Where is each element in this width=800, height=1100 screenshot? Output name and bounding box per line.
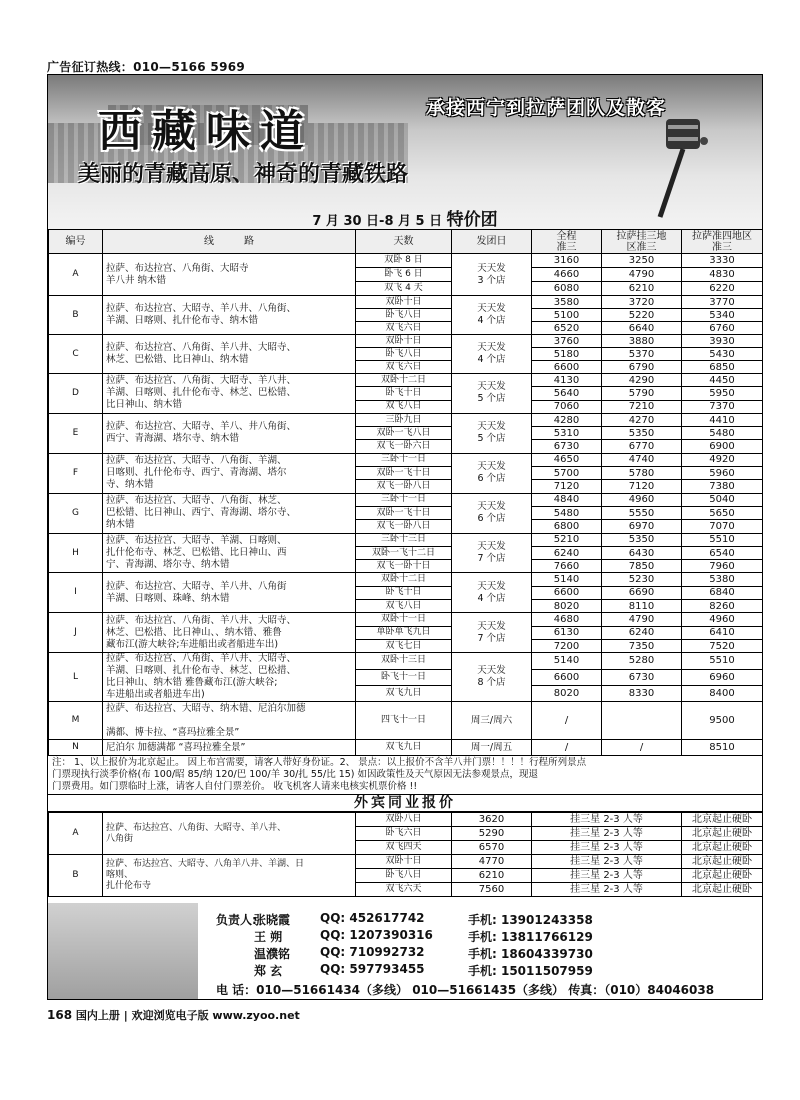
tour-days: 卧飞六日 xyxy=(356,827,452,841)
route-description: 拉萨、布达拉宫、大昭寺、八角街、林芝、 巴松错、比日神山、西宁、青海湖、塔尔寺、 纳木错 xyxy=(103,493,356,533)
phone-fax-line: 电 话：010—51661434（多线） 010—51661435（多线） 传真：（010）84046038 xyxy=(216,983,715,997)
price-cell: 7370 xyxy=(682,400,763,413)
column-header: 拉萨挂三地 区准三 xyxy=(602,230,682,254)
transport-note: 北京起止硬卧 xyxy=(682,869,763,883)
tour-days: 卧飞 6 日 xyxy=(356,268,452,282)
contact-role: 负责人: xyxy=(216,913,257,927)
hotel-standard: 挂三星 2-3 人等 xyxy=(532,855,682,869)
table-row xyxy=(49,254,763,268)
price-cell: 4280 xyxy=(532,413,602,426)
price-cell: 7560 xyxy=(452,883,532,897)
price-cell: 6080 xyxy=(532,282,602,296)
slogan: 承接西宁到拉萨团队及散客 xyxy=(426,97,667,119)
note-line: 注： 1、以上报价为北京起止。 因上布宫需要，请客人带好身份证。2、 景点：以上报价不含羊八井门票！！！！行程所列景点 xyxy=(52,757,587,768)
contact-qq: QQ: 452617742 xyxy=(320,911,425,925)
price-cell: 5550 xyxy=(602,506,682,519)
tour-days: 双卧十二日 xyxy=(356,374,452,387)
price-cell: 6730 xyxy=(602,669,682,685)
promo-line xyxy=(48,205,762,230)
price-cell: 5510 xyxy=(682,533,763,546)
departure-info: 天天发 5 个店 xyxy=(452,374,532,414)
tour-days: 双飞 4 天 xyxy=(356,282,452,296)
price-cell: 6800 xyxy=(532,520,602,533)
departure-info: 天天发 7 个店 xyxy=(452,613,532,653)
price-cell: 6130 xyxy=(532,626,602,639)
price-cell: 5230 xyxy=(602,573,682,586)
price-cell: 4130 xyxy=(532,374,602,387)
price-cell: 4270 xyxy=(602,413,682,426)
price-cell: 5350 xyxy=(602,533,682,546)
price-cell: 4650 xyxy=(532,453,602,466)
tour-days: 双卧 8 日 xyxy=(356,254,452,268)
tour-days: 双飞九日 xyxy=(356,685,452,701)
column-header: 发团日 xyxy=(452,230,532,254)
price-cell: 4770 xyxy=(452,855,532,869)
price-cell: 7520 xyxy=(682,639,763,652)
price-cell: 6600 xyxy=(532,669,602,685)
tour-days: 双飞六日 xyxy=(356,322,452,335)
price-cell: 6210 xyxy=(452,869,532,883)
price-cell xyxy=(602,702,682,740)
departure-info: 天天发 4 个店 xyxy=(452,296,532,335)
price-cell: 6600 xyxy=(532,586,602,599)
foreign-section-title: 外宾同业报价 xyxy=(48,794,762,812)
price-cell: 6760 xyxy=(682,322,763,335)
contact-qq: QQ: 710992732 xyxy=(320,945,425,959)
page-footer xyxy=(47,1007,300,1023)
price-cell: 7120 xyxy=(532,480,602,493)
price-cell: 5480 xyxy=(532,506,602,519)
table-row xyxy=(49,335,763,348)
tour-days: 卧飞八日 xyxy=(356,869,452,883)
price-cell: 6900 xyxy=(682,440,763,453)
contact-name: 温濮铭 xyxy=(254,947,291,961)
hotel-standard: 挂三星 2-3 人等 xyxy=(532,883,682,897)
price-cell: 5960 xyxy=(682,467,763,480)
route-id: L xyxy=(49,653,103,702)
column-header: 拉萨准四地区 准三 xyxy=(682,230,763,254)
price-cell: 5310 xyxy=(532,427,602,440)
price-cell: 7120 xyxy=(602,480,682,493)
departure-info: 周三/周六 xyxy=(452,702,532,740)
table-row xyxy=(49,533,763,546)
price-cell: 7350 xyxy=(602,639,682,652)
price-cell: 9500 xyxy=(682,702,763,740)
tour-days: 三卧十一日 xyxy=(356,493,452,506)
price-cell: 8400 xyxy=(682,685,763,701)
ad-frame xyxy=(47,74,763,1000)
tour-days: 三卧十一日 xyxy=(356,453,452,466)
tour-days: 四飞十一日 xyxy=(356,702,452,740)
table-row xyxy=(49,813,763,827)
price-cell: 5480 xyxy=(682,427,763,440)
tour-days: 双飞六天 xyxy=(356,883,452,897)
route-id: D xyxy=(49,374,103,414)
table-row xyxy=(49,573,763,586)
price-cell: 5950 xyxy=(682,387,763,400)
table-row xyxy=(49,702,763,740)
tour-days: 双卧十二日 xyxy=(356,573,452,586)
transport-note: 北京起止硬卧 xyxy=(682,855,763,869)
departure-info: 天天发 4 个店 xyxy=(452,335,532,374)
price-cell: 5370 xyxy=(602,348,682,361)
contact-qq: QQ: 1207390316 xyxy=(320,928,433,942)
route-description: 拉萨、布达拉宫、八角街、羊八井、大昭寺、 羊湖、日喀则、扎什伦布寺、林芝、巴松措、 比日神山、纳木错 雅鲁藏布江(游大峡谷; 车进船出或者船进车出) xyxy=(103,653,356,702)
price-cell: 6960 xyxy=(682,669,763,685)
price-cell: 7200 xyxy=(532,639,602,652)
tour-days: 双卧八日 xyxy=(356,813,452,827)
route-description: 拉萨、布达拉宫、大昭寺、羊八井、八角街、 羊湖、日喀则、扎什伦布寺、纳木错 xyxy=(103,296,356,335)
tour-days: 卧飞十一日 xyxy=(356,669,452,685)
price-cell: / xyxy=(532,702,602,740)
price-cell: 5510 xyxy=(682,653,763,669)
contact-mobile: 手机: 13901243358 xyxy=(468,913,593,927)
price-cell: 7660 xyxy=(532,560,602,573)
contact-qq: QQ: 597793455 xyxy=(320,962,425,976)
tour-days: 双飞七日 xyxy=(356,639,452,652)
tour-days: 双卧十日 xyxy=(356,335,452,348)
tour-days: 双飞六日 xyxy=(356,361,452,374)
route-id: G xyxy=(49,493,103,533)
transport-note: 北京起止硬卧 xyxy=(682,813,763,827)
price-cell: 6840 xyxy=(682,586,763,599)
route-id: A xyxy=(49,254,103,296)
table-row xyxy=(49,653,763,669)
tour-days: 双飞一卧十日 xyxy=(356,560,452,573)
route-id: E xyxy=(49,413,103,453)
price-cell: 6540 xyxy=(682,546,763,559)
page-number: 168 xyxy=(47,1008,73,1022)
route-description: 拉萨、布达拉宫、大昭寺、纳木错、尼泊尔加德 满都、博卡拉、“喜玛拉雅全景” xyxy=(103,702,356,740)
note-line: 门票现执行淡季价格(布 100/昭 85/纳 120/巴 100/羊 30/扎 55/比 15) 如因政策性及天气原因无法参观景点，现退 xyxy=(52,769,539,780)
route-description: 拉萨、布达拉宫、八角街、大昭寺、羊八井、 八角街 xyxy=(103,813,356,855)
price-cell: 7960 xyxy=(682,560,763,573)
price-cell: 5340 xyxy=(682,309,763,322)
contact-name: 王 朔 xyxy=(254,930,283,944)
tour-days: 双飞四天 xyxy=(356,841,452,855)
route-description: 拉萨、布达拉宫、大昭寺、羊八、井八角街、 西宁、青海湖、塔尔寺、纳木错 xyxy=(103,413,356,453)
contact-name: 张晓霞 xyxy=(254,913,291,927)
transport-note: 北京起止硬卧 xyxy=(682,827,763,841)
departure-info: 天天发 6 个店 xyxy=(452,493,532,533)
price-cell: 3880 xyxy=(602,335,682,348)
price-cell: 4960 xyxy=(682,613,763,626)
route-id: J xyxy=(49,613,103,653)
column-header: 天数 xyxy=(356,230,452,254)
price-cell: / xyxy=(602,740,682,756)
price-cell: 5780 xyxy=(602,467,682,480)
price-cell: 5640 xyxy=(532,387,602,400)
promo-label: 特价团 xyxy=(446,210,498,230)
price-cell: 5220 xyxy=(602,309,682,322)
transport-note: 北京起止硬卧 xyxy=(682,841,763,855)
price-cell: 3330 xyxy=(682,254,763,268)
table-row xyxy=(49,413,763,426)
price-cell: 3580 xyxy=(532,296,602,309)
route-id: A xyxy=(49,813,103,855)
tour-days: 卧飞十日 xyxy=(356,387,452,400)
price-cell: 6240 xyxy=(602,626,682,639)
tour-days: 双卧十日 xyxy=(356,855,452,869)
route-id: B xyxy=(49,296,103,335)
price-cell: 3770 xyxy=(682,296,763,309)
price-cell: 5380 xyxy=(682,573,763,586)
column-header: 编号 xyxy=(49,230,103,254)
route-id: C xyxy=(49,335,103,374)
tour-days: 双飞一卧六日 xyxy=(356,440,452,453)
hotel-standard: 挂三星 2-3 人等 xyxy=(532,869,682,883)
tour-days: 双飞一卧八日 xyxy=(356,480,452,493)
price-cell: 7060 xyxy=(532,400,602,413)
route-description: 拉萨、布达拉宫、八角街、大昭寺 羊八井 纳木错 xyxy=(103,254,356,296)
contacts-block xyxy=(48,903,762,999)
tour-days: 卧飞八日 xyxy=(356,348,452,361)
tour-days: 三卧十三日 xyxy=(356,533,452,546)
price-cell: 4790 xyxy=(602,268,682,282)
price-cell: 4960 xyxy=(602,493,682,506)
contact-mobile: 手机: 13811766129 xyxy=(468,930,593,944)
price-cell: 3760 xyxy=(532,335,602,348)
route-id: B xyxy=(49,855,103,897)
price-cell: 5700 xyxy=(532,467,602,480)
tour-days: 双飞八日 xyxy=(356,600,452,613)
price-cell: 5790 xyxy=(602,387,682,400)
tour-days: 双卧一飞十日 xyxy=(356,506,452,519)
table-row xyxy=(49,296,763,309)
tour-days: 双卧十日 xyxy=(356,296,452,309)
price-cell: 6210 xyxy=(602,282,682,296)
route-id: F xyxy=(49,453,103,493)
price-cell: 4790 xyxy=(602,613,682,626)
prayer-wheels-image xyxy=(48,903,198,999)
price-cell: 3160 xyxy=(532,254,602,268)
table-row xyxy=(49,855,763,869)
route-id: M xyxy=(49,702,103,740)
tour-days: 三卧九日 xyxy=(356,413,452,426)
tour-days: 双卧一飞八日 xyxy=(356,427,452,440)
price-cell: 5100 xyxy=(532,309,602,322)
price-cell: 4840 xyxy=(532,493,602,506)
price-cell: 6970 xyxy=(602,520,682,533)
price-cell: 6570 xyxy=(452,841,532,855)
price-cell: 5140 xyxy=(532,653,602,669)
table-row xyxy=(49,613,763,626)
departure-info: 天天发 4 个店 xyxy=(452,573,532,613)
price-cell: 6690 xyxy=(602,586,682,599)
note-line: 门票费用。如门票临时上涨，请客人自付门票差价。 收飞机客人请来电核实机票价格 !! xyxy=(52,781,418,792)
tour-days: 双卧一飞十二日 xyxy=(356,546,452,559)
price-cell: 6640 xyxy=(602,322,682,335)
route-id: H xyxy=(49,533,103,573)
price-cell: 6520 xyxy=(532,322,602,335)
tour-days: 双卧十一日 xyxy=(356,613,452,626)
price-cell: 5140 xyxy=(532,573,602,586)
price-cell: 4660 xyxy=(532,268,602,282)
price-cell: 4920 xyxy=(682,453,763,466)
route-description: 拉萨、布达拉宫、大昭寺、八角街、羊湖、 日喀则、扎什伦布寺、西宁、青海湖、塔尔 寺、纳木错 xyxy=(103,453,356,493)
price-cell: 5180 xyxy=(532,348,602,361)
price-cell: 8020 xyxy=(532,600,602,613)
price-cell: 6430 xyxy=(602,546,682,559)
departure-info: 天天发 7 个店 xyxy=(452,533,532,573)
departure-info: 天天发 6 个店 xyxy=(452,453,532,493)
foreign-price-table xyxy=(48,812,762,897)
promo-dates: 7 月 30 日-8 月 5 日 xyxy=(312,214,443,229)
price-cell: 8110 xyxy=(602,600,682,613)
tour-days: 卧飞十日 xyxy=(356,586,452,599)
table-row xyxy=(49,740,763,756)
departure-info: 周一/周五 xyxy=(452,740,532,756)
hotel-standard: 挂三星 2-3 人等 xyxy=(532,813,682,827)
ad-hotline: 广告征订热线：010—5166 5969 xyxy=(47,60,246,74)
route-description: 拉萨、布达拉宫、八角街、羊八井、大昭寺、 林芝、巴松措、比日神山、、纳木错、雅鲁 藏布江(游大峡谷;车进船出或者船进车出) xyxy=(103,613,356,653)
price-cell: 5280 xyxy=(602,653,682,669)
price-cell: 6410 xyxy=(682,626,763,639)
departure-info: 天天发 3 个店 xyxy=(452,254,532,296)
price-cell: 3620 xyxy=(452,813,532,827)
price-cell: / xyxy=(532,740,602,756)
price-cell: 4830 xyxy=(682,268,763,282)
table-row xyxy=(49,493,763,506)
column-header: 线 路 xyxy=(103,230,356,254)
price-cell: 8260 xyxy=(682,600,763,613)
price-cell: 6730 xyxy=(532,440,602,453)
price-cell: 7070 xyxy=(682,520,763,533)
tour-days: 双飞八日 xyxy=(356,400,452,413)
subtitle: 美丽的青藏高原、神奇的青藏铁路 xyxy=(78,162,409,187)
price-table xyxy=(48,229,762,756)
price-cell: 6770 xyxy=(602,440,682,453)
route-description: 拉萨、布达拉宫、大昭寺、羊八井、八角街 羊湖、日喀则、珠峰、纳木错 xyxy=(103,573,356,613)
price-cell: 5350 xyxy=(602,427,682,440)
price-cell: 8330 xyxy=(602,685,682,701)
price-cell: 6220 xyxy=(682,282,763,296)
hotel-standard: 挂三星 2-3 人等 xyxy=(532,827,682,841)
price-cell: 6850 xyxy=(682,361,763,374)
price-cell: 6240 xyxy=(532,546,602,559)
route-id: I xyxy=(49,573,103,613)
price-cell: 4450 xyxy=(682,374,763,387)
column-header: 全程 准三 xyxy=(532,230,602,254)
price-cell: 7380 xyxy=(682,480,763,493)
departure-info: 天天发 5 个店 xyxy=(452,413,532,453)
route-description: 拉萨、布达拉宫、八角街、羊八井、大昭寺、 林芝、巴松错、比日神山、纳木错 xyxy=(103,335,356,374)
contact-mobile: 手机: 15011507959 xyxy=(468,964,593,978)
tour-days: 双卧十三日 xyxy=(356,653,452,669)
price-cell: 6600 xyxy=(532,361,602,374)
tour-days: 双飞一卧八日 xyxy=(356,520,452,533)
price-cell: 6790 xyxy=(602,361,682,374)
price-cell: 5290 xyxy=(452,827,532,841)
transport-note: 北京起止硬卧 xyxy=(682,883,763,897)
price-cell: 5650 xyxy=(682,506,763,519)
price-cell: 4410 xyxy=(682,413,763,426)
price-cell: 4740 xyxy=(602,453,682,466)
price-cell: 3250 xyxy=(602,254,682,268)
footer-text: 国内上册 | 欢迎浏览电子版 www.zyoo.net xyxy=(75,1009,300,1022)
price-cell: 5430 xyxy=(682,348,763,361)
route-description: 尼泊尔 加德满都 “喜玛拉雅全景” xyxy=(103,740,356,756)
hotel-standard: 挂三星 2-3 人等 xyxy=(532,841,682,855)
route-description: 拉萨、布达拉宫、大昭寺、八角羊八井、羊湖、日 喀则、 扎什伦布寺 xyxy=(103,855,356,897)
tour-days: 双卧一飞十日 xyxy=(356,467,452,480)
table-row xyxy=(49,453,763,466)
tour-days: 卧飞八日 xyxy=(356,309,452,322)
price-cell: 5040 xyxy=(682,493,763,506)
price-cell: 7210 xyxy=(602,400,682,413)
price-cell: 5210 xyxy=(532,533,602,546)
price-cell: 3930 xyxy=(682,335,763,348)
route-description: 拉萨、布达拉宫、大昭寺、羊湖、日喀则、 扎什伦布寺、林芝、巴松错、比日神山、西 宁、青海湖、塔尔寺、纳木错 xyxy=(103,533,356,573)
tour-days: 双飞九日 xyxy=(356,740,452,756)
price-cell: 8510 xyxy=(682,740,763,756)
contact-name: 郑 玄 xyxy=(254,964,283,978)
price-cell: 8020 xyxy=(532,685,602,701)
price-cell: 4290 xyxy=(602,374,682,387)
notes xyxy=(48,757,762,793)
departure-info: 天天发 8 个店 xyxy=(452,653,532,702)
table-row xyxy=(49,374,763,387)
contact-mobile: 手机: 18604339730 xyxy=(468,947,593,961)
price-cell: 4680 xyxy=(532,613,602,626)
price-cell: 7850 xyxy=(602,560,682,573)
route-description: 拉萨、布达拉宫、八角街、大昭寺、羊八井、 羊湖、日喀则、扎什伦布寺、林芝、巴松错、 比日神山、纳木错 xyxy=(103,374,356,414)
tour-days: 单卧单飞九日 xyxy=(356,626,452,639)
route-id: N xyxy=(49,740,103,756)
brand-title: 西藏味道 xyxy=(98,106,314,157)
price-cell: 3720 xyxy=(602,296,682,309)
